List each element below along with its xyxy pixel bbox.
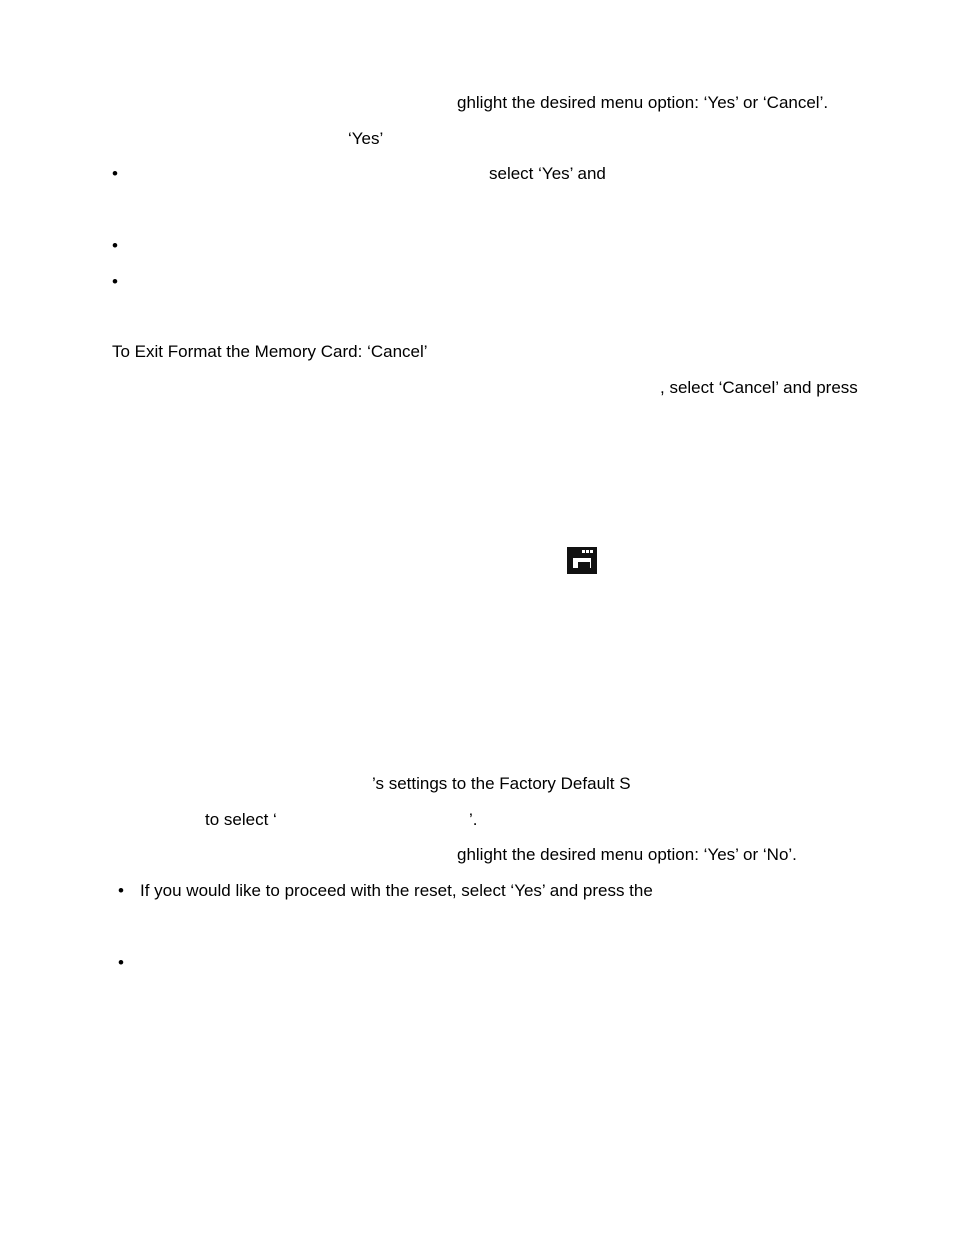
format-yes-heading: ‘Yes’	[348, 129, 384, 148]
menu-window-icon-dot	[590, 550, 593, 553]
factory-default-line: ’s settings to the Factory Default S	[372, 774, 631, 793]
bullet: •	[118, 881, 124, 900]
menu-window-icon	[567, 547, 597, 574]
format-yes-instruction: select ‘Yes’ and	[489, 164, 606, 183]
reset-yes-instruction: If you would like to proceed with the reset, select ‘Yes’ and press the	[140, 881, 653, 900]
format-option-line: ghlight the desired menu option: ‘Yes’ or ‘Cancel’.	[457, 93, 829, 112]
select-reset-line-start: to select ‘	[205, 810, 277, 829]
bullet: •	[112, 272, 118, 291]
exit-format-heading: To Exit Format the Memory Card: ‘Cancel’	[112, 342, 428, 361]
cancel-instruction: , select ‘Cancel’ and press	[660, 378, 858, 397]
bullet: •	[112, 236, 118, 255]
menu-window-icon-inner	[578, 562, 590, 569]
bullet: •	[118, 953, 124, 972]
bullet: •	[112, 164, 118, 183]
menu-window-icon-dot	[582, 550, 585, 553]
select-reset-line-end: ’.	[469, 810, 478, 829]
reset-option-line: ghlight the desired menu option: ‘Yes’ or ‘No’.	[457, 845, 797, 864]
menu-window-icon-screen	[571, 556, 593, 570]
menu-window-icon-dot	[586, 550, 589, 553]
